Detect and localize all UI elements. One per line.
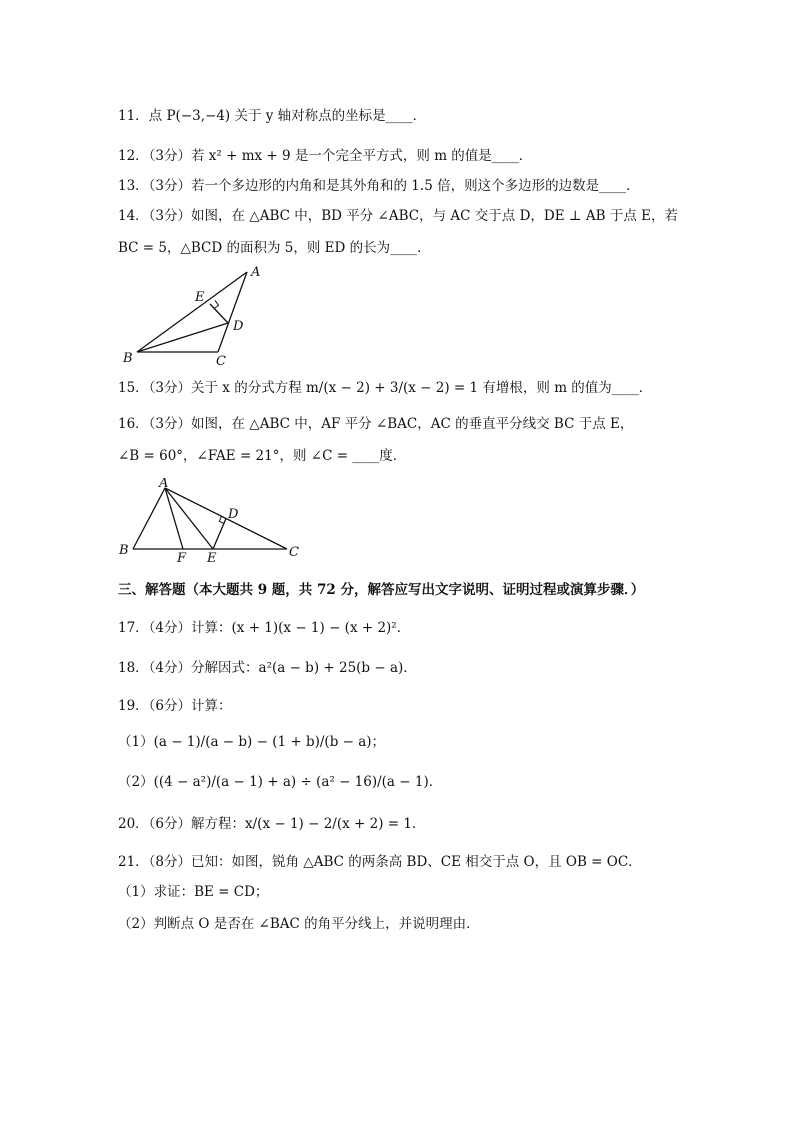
q17: 17．（4分）计算：(x + 1)(x − 1) − (x + 2)²．	[118, 620, 411, 636]
label-E: E	[207, 551, 217, 564]
q14-line2: BC = 5，△BCD 的面积为 5，则 ED 的长为____．	[118, 240, 431, 256]
q21-part2: （2）判断点 O 是否在 ∠BAC 的角平分线上，并说明理由．	[118, 916, 480, 932]
label-F: F	[177, 551, 187, 564]
q19-part1: （1）(a − 1)/(a − b) − (1 + b)/(b − a)；	[118, 734, 386, 750]
q14-line1: 14．（3分）如图，在 △ABC 中，BD 平分 ∠ABC，与 AC 交于点 D，DE ⊥ AB 于点 E，若	[118, 208, 678, 224]
q21-part1: （1）求证：BE = CD；	[118, 884, 269, 900]
label-D: D	[228, 507, 239, 522]
q20: 20．（6分）解方程：x/(x − 1) − 2/(x + 2) = 1．	[118, 816, 426, 832]
label-C: C	[216, 354, 226, 369]
label-C: C	[289, 545, 299, 560]
q19: 19．（6分）计算：	[118, 698, 232, 714]
q21: 21．（8分）已知：如图，锐角 △ABC 的两条高 BD、CE 相交于点 O，且 OB = OC．	[118, 854, 642, 870]
label-B: B	[123, 351, 133, 366]
q13: 13．（3分）若一个多边形的内角和是其外角和的 1.5 倍，则这个多边形的边数是____．	[118, 178, 640, 194]
section-3-heading: 三、解答题（本大题共 9 题，共 72 分，解答应写出文字说明、证明过程或演算步骤．）	[118, 582, 645, 598]
q18: 18．（4分）分解因式：a²(a − b) + 25(b − a)．	[118, 660, 417, 676]
label-D: D	[233, 319, 244, 334]
figure-triangle-perpendicular-bisector	[115, 478, 315, 564]
label-E: E	[195, 290, 205, 305]
q19-part2: （2）((4 − a²)/(a − 1) + a) ÷ (a² − 16)/(a − 1)．	[118, 774, 443, 790]
q11: 11．点 P(−3,−4) 关于 y 轴对称点的坐标是____．	[118, 108, 427, 124]
label-A: A	[159, 478, 169, 491]
label-B: B	[119, 543, 129, 558]
label-A: A	[251, 265, 261, 280]
q12: 12．（3分）若 x² + mx + 9 是一个完全平方式，则 m 的值是____．	[118, 148, 533, 164]
figure-triangle-bd-bisector	[115, 262, 275, 370]
q16-line2: ∠B = 60°，∠FAE = 21°，则 ∠C = ____度．	[118, 448, 407, 464]
q16-line1: 16．（3分）如图，在 △ABC 中，AF 平分 ∠BAC，AC 的垂直平分线交 BC 于点 E，	[118, 416, 634, 432]
q15: 15．（3分）关于 x 的分式方程 m/(x − 2) + 3/(x − 2) = 1 有增根，则 m 的值为____．	[118, 380, 653, 396]
